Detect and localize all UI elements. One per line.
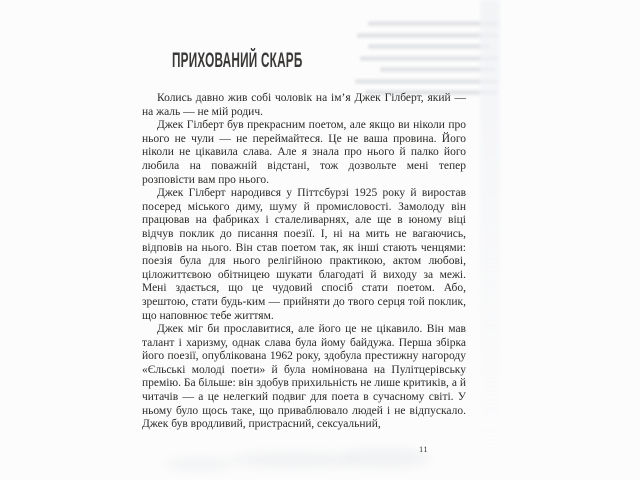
bleed-through-line [357,33,498,38]
chapter-title: ПРИХОВАНИЙ СКАРБ [172,49,303,72]
bleed-through-smudge [340,448,430,468]
paragraph: Джек міг би прославитися, але його це не цікавило. Він мав талант і харизму, однак слава була йому байдужа. Перша збірка його поезії, опублікована 1962 року, здобула престижну нагороду «Єльські молоді поети» й була номінована на Пулітцерівську премію. Ба більше: він здобув прихильність не лише критиків, а й читачів — а це нелегкий подвиг для поета в сучасному світі. У ньому було щось таке, що приваблювало людей і не відпускало. Джек був вродливий, пристрасний, сексуальний, [142,323,466,431]
chapter-body-text [142,92,466,432]
bleed-through-smudge [165,458,235,470]
bleed-through-line [355,79,498,84]
paragraph: Джек Гілберт народився у Піттсбурзі 1925 року й виростав посеред міського диму, шуму й промисловості. Замолоду він працював на фабриках і сталеливарнях, але ще в юному віці відчув поклик до писання поезії. І, ні на мить не вагаючись, відповів на нього. Він став поетом так, як інші стають ченцями: поезія була для нього релігійною практикою, актом любові, ціложиттєвою обітницею шукати благодаті й виходу за межі. Мені здається, що це чудовий спосіб стати поетом. Або, зрештою, стати будь-ким — прийняти до твого серця той поклик, що наповнює тебе життям. [142,187,466,322]
paragraph: Колись давно жив собі чоловік на ім’я Джек Гілберт, який — на жаль — не мій родич. [142,92,466,118]
page-edge-shading [480,0,500,472]
bleed-through-line [380,67,495,72]
bleed-through-line [368,44,490,49]
paragraph: Джек Гілберт був прекрасним поетом, але якщо ви ніколи про нього не чули — не переймайтеся. Це не ваша провина. Його ніколи не цікавила слава. Але я знала про нього й палко його любила на поважній відстані, тож дозвольте мені тепер розповісти вам про нього. [142,119,466,186]
bleed-through-line [368,21,498,26]
bleed-through-line [360,56,498,61]
page-number: 11 [419,444,429,454]
